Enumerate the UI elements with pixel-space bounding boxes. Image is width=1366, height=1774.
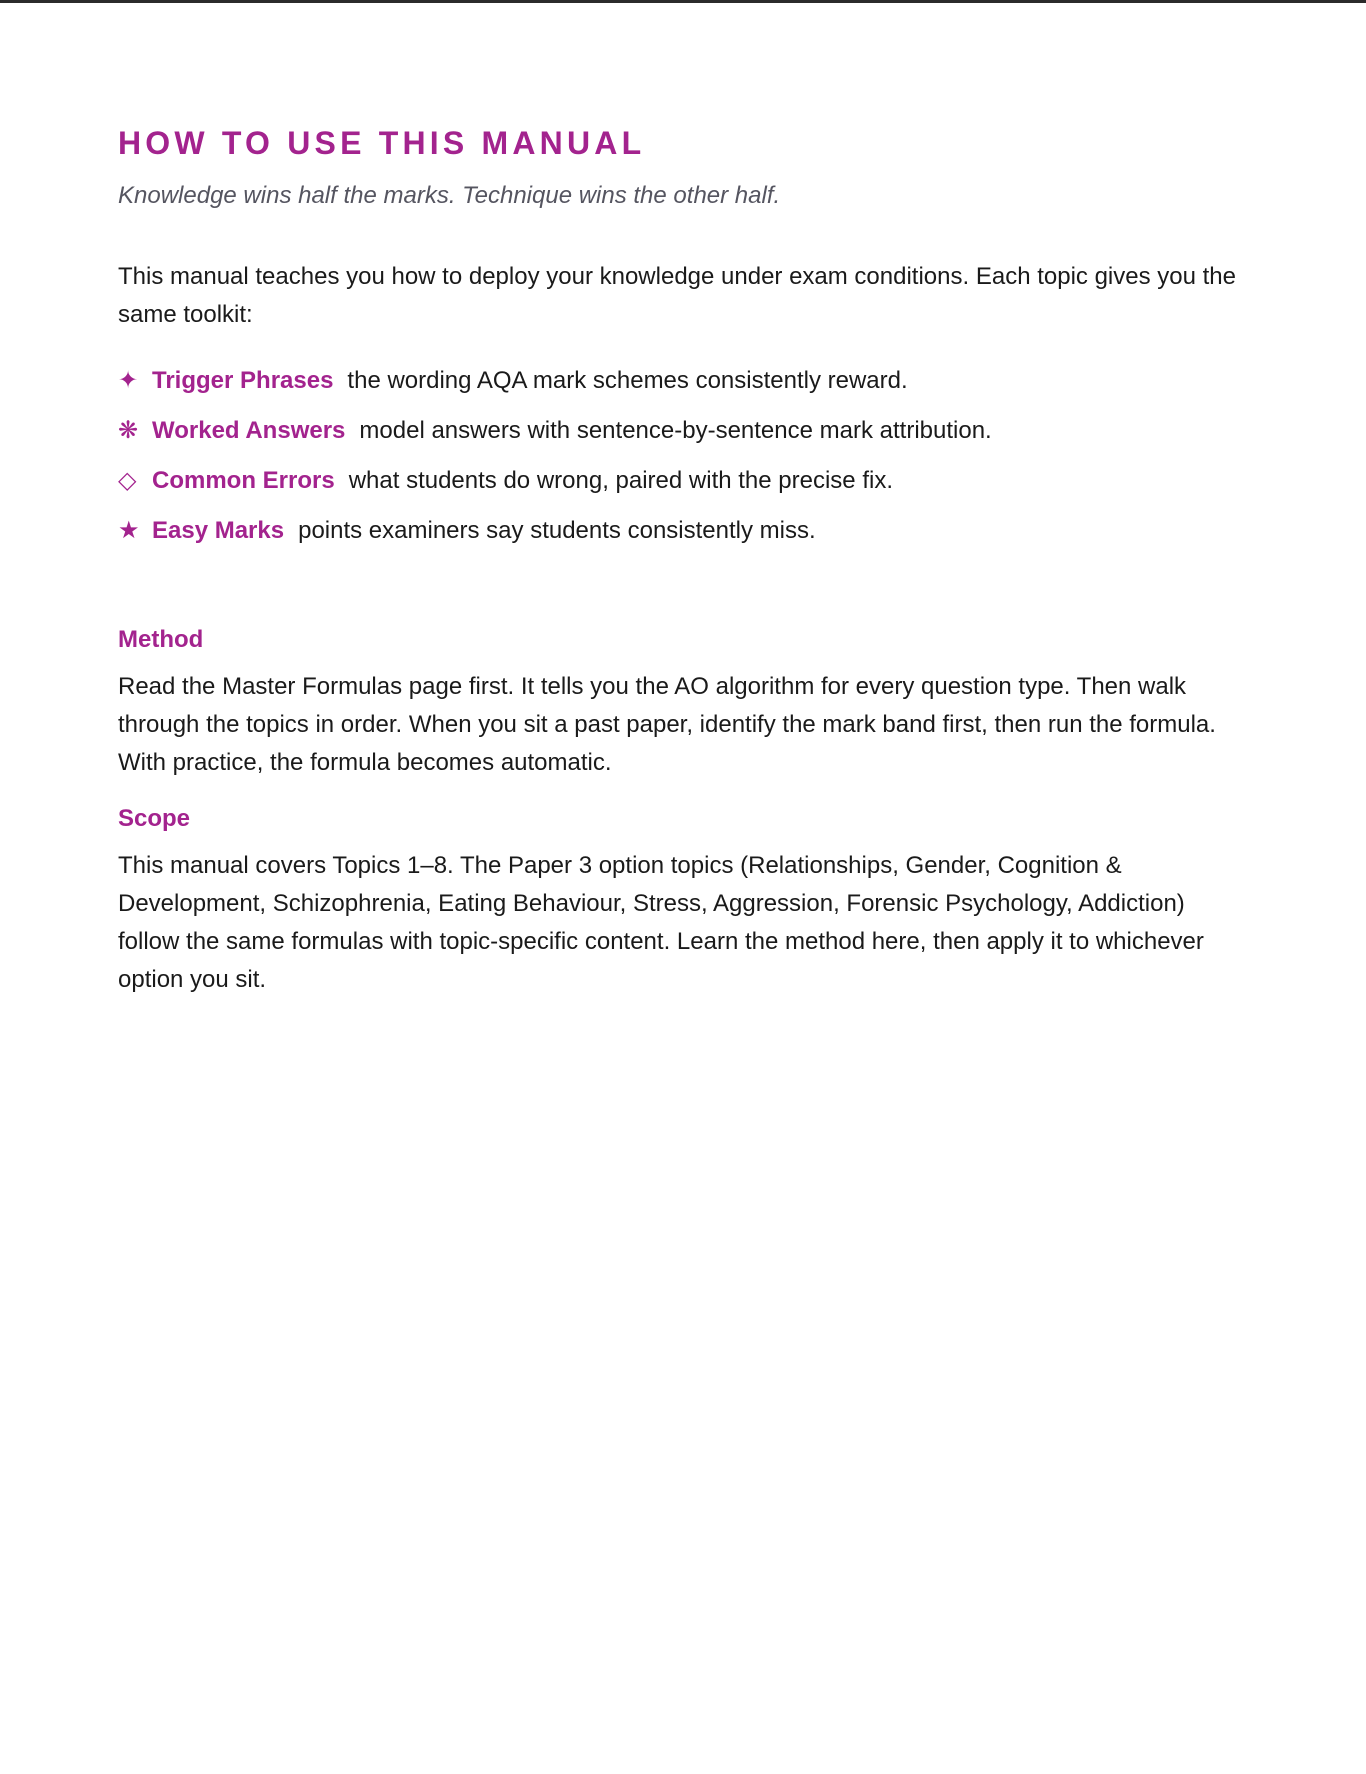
toolkit-list (118, 356, 1248, 556)
method-paragraph: Read the Master Formulas page first. It tells you the AO algorithm for every question type. Then walk through the topics in order. When you sit a past paper, identify the mark band first, then run the formula. With practice, the formula becomes automatic. (118, 673, 1216, 776)
manual-page (118, 124, 1248, 999)
top-rule (0, 0, 1366, 3)
scope-paragraph: This manual covers Topics 1–8. The Paper 3 option topics (Relationships, Gender, Cognition & Development, Schizophrenia, Eating Behaviour, Stress, Aggression, Forensic Psychology, Addiction) follow the same formulas with topic-specific content. Learn the method here, then apply it to whichever option you sit. (118, 852, 1204, 993)
toolkit-description: what students do wrong, paired with the precise fix. (348, 467, 893, 494)
intro-paragraph: This manual teaches you how to deploy your knowledge under exam conditions. Each topic gives you the same toolkit: (118, 263, 1236, 328)
four-point-star-icon: ✦ (118, 367, 139, 394)
page-subtitle: Knowledge wins half the marks. Technique wins the other half. (118, 182, 781, 209)
toolkit-description: model answers with sentence-by-sentence mark attribution. (359, 417, 992, 444)
method-heading: Method (118, 626, 204, 653)
toolkit-item-common-errors (118, 456, 1248, 506)
toolkit-item-easy-marks (118, 506, 1248, 556)
toolkit-description: the wording AQA mark schemes consistently reward. (347, 367, 908, 394)
toolkit-label: Worked Answers (152, 417, 346, 444)
toolkit-description: points examiners say students consistently miss. (298, 517, 816, 544)
page-title: HOW TO USE THIS MANUAL (118, 125, 646, 161)
asterisk-icon: ❋ (118, 417, 139, 444)
diamond-outline-icon: ◇ (118, 467, 137, 494)
toolkit-label: Common Errors (152, 467, 335, 494)
toolkit-label: Easy Marks (152, 517, 285, 544)
toolkit-item-trigger-phrases (118, 356, 1248, 406)
toolkit-item-worked-answers (118, 406, 1248, 456)
scope-heading: Scope (118, 805, 191, 832)
star-icon: ★ (118, 517, 140, 544)
toolkit-label: Trigger Phrases (152, 367, 334, 394)
